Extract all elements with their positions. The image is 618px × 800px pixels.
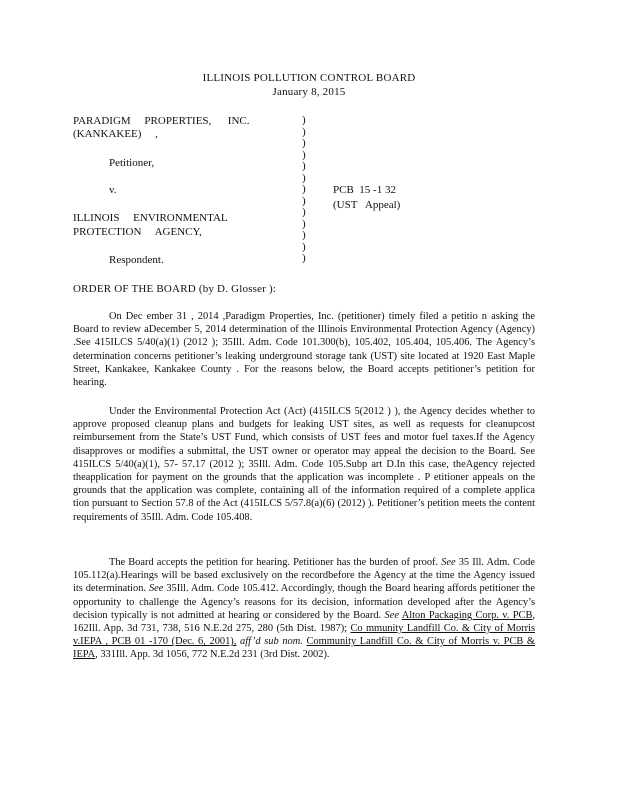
paren: ) [302, 160, 306, 172]
board-title: ILLINOIS POLLUTION CONTROL BOARD [202, 72, 416, 84]
caption-parentheses [302, 115, 310, 265]
paren: ) [302, 217, 306, 230]
respondent-name-line1: ILLINOIS ENVIRONMENTAL [73, 212, 228, 224]
case-citation-alton: Alton Packaging Corp. v. PCB [401, 609, 533, 621]
paren: ) [302, 114, 306, 126]
paren: ) [302, 171, 306, 184]
versus-label: v. [109, 184, 117, 196]
paren: ) [302, 137, 306, 149]
petitioner-name-line2: (KANKAKEE) , [73, 128, 158, 140]
paragraph-1: On Dec ember 31 , 2014 ,Paradigm Properties, Inc. (petitioner) timely filed a petitio n asking the Board to review aDecember 5, 2014 determination of the Illinois Environmental Protection Agency (Agency) .See 415ILCS 5/40(a)(1) (2012 ); 35Ill. Adm. Code 101.300(b), 105.402, 105.404, 105.406. The Agency’s determination concerns petitioner’s leaking underground storage tank (UST) site located at 1920 East Maple Street, Kankakee, Kankakee County . For the reasons below, the Board accepts petitioner’s petition for hearing. [73, 311, 535, 389]
paren: ) [302, 148, 306, 161]
case-citation-community-1: Co mmunity Landfill Co. & City of Morris v.IEPA , PCB 01 -170 (Dec. 6, 2001), [73, 623, 535, 648]
paren: ) [302, 194, 306, 207]
paren: ) [302, 229, 306, 241]
paren: ) [302, 125, 306, 138]
paren: ) [302, 240, 306, 253]
paren: ) [302, 206, 306, 218]
case-type: (UST Appeal) [333, 199, 401, 211]
petitioner-label: Petitioner, [109, 157, 155, 169]
paren: ) [302, 252, 306, 264]
paragraph-2: Under the Environmental Protection Act (Act) (415ILCS 5(2012 ) ), the Agency decides whether to approve proposed cleanup plans and budgets for leaking UST sites, as well as requests for cleanupcost reimbursement from the State’s UST Fund, which consists of UST fees and motor fuel taxes.If the Agency disapproves or modifies a submittal, the UST owner or operator may appeal the decision to the Board. See 415ILCS 5/40(a)(1), 57- 57.17 (2012 ); 35Ill. Adm. Code 105.Subp art D.In this case, theAgency rejected theapplication for payment on the grounds that the application was incomplete . P etitioner appeals on the grounds that the application was complete, containing all of the information required of a complete applica tion pursuant to Section 57.8 of the Act (415ILCS 5/57.8(a)(6) (2012) ). Petitioner’s petition meets the content requirements of 35Ill. Adm. Code 105.408. [73, 406, 535, 523]
petitioner-name-line1: PARADIGM PROPERTIES, INC. [73, 115, 250, 127]
respondent-name-line2: PROTECTION AGENCY, [73, 226, 202, 238]
order-heading: ORDER OF THE BOARD (by D. Glosser ): [73, 283, 277, 295]
paren: ) [302, 183, 306, 195]
paragraph-3: The Board accepts the petition for hearing. Petitioner has the burden of proof. See 35 Ill. Adm. Code 105.112(a).Hearings will be based exclusively on the recordbefore the Agency at the time the Agency issued its determination. See 35Ill. Adm. Code 105.412. Accordingly, though the Board hearing affords petitioner the opportunity to challenge the Agency’s reasons for its decision, information developed after the Agency’s decision typically is not admitted at hearing or considered by the Board. See Alton Packaging Corp. v. PCB, 162Ill. App. 3d 731, 738, 516 N.E.2d 275, 280 (5th Dist. 1987); Co mmunity Landfill Co. & City of Morris v.IEPA , PCB 01 -170 (Dec. 6, 2001), aff’d sub nom. Community Landfill Co. & City of Morris v. PCB & IEPA, 331Ill. App. 3d 1056, 772 N.E.2d 231 (3rd Dist. 2002). [73, 557, 535, 661]
case-number: PCB 15 -1 32 [333, 184, 396, 196]
order-date: January 8, 2015 [272, 86, 346, 98]
case-citation-community-2: Community Landfill Co. & City of Morris v. PCB & IEPA [73, 636, 535, 661]
respondent-label: Respondent. [109, 254, 164, 266]
